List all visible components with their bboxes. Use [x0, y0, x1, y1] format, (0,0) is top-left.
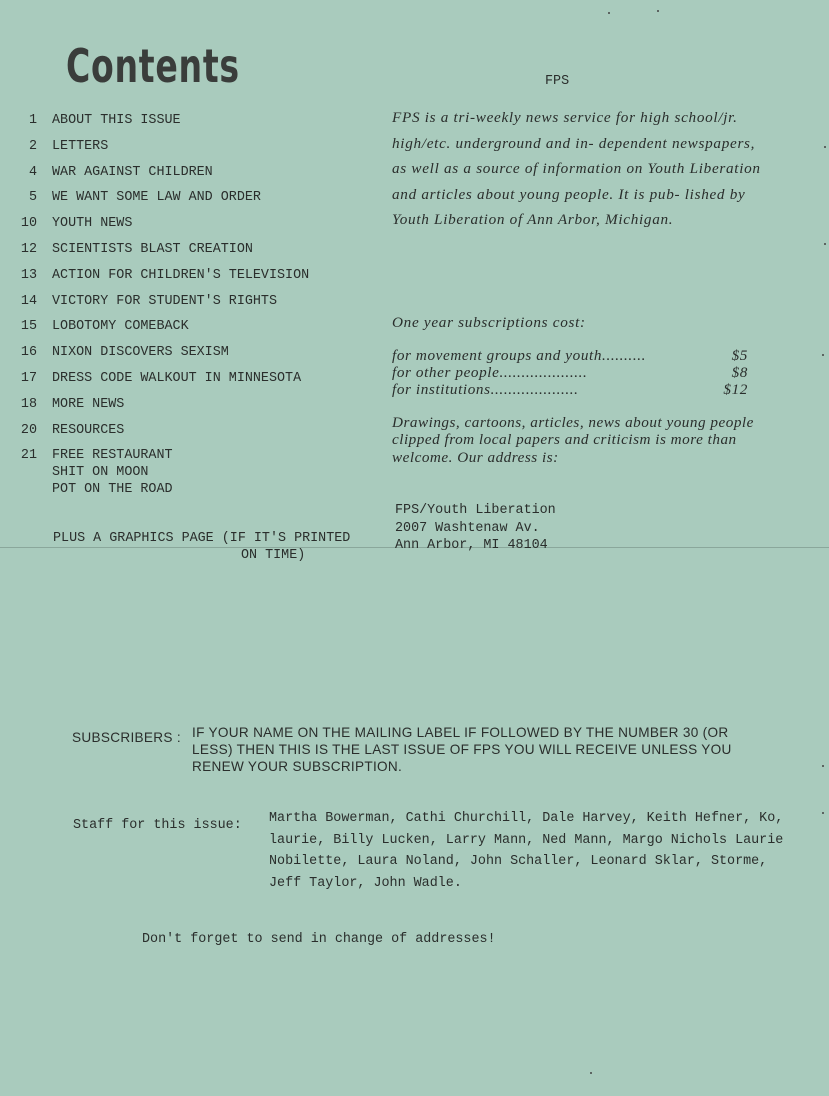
- price-list: [392, 347, 748, 398]
- price-leader: ....................: [490, 381, 579, 398]
- toc-title: SCIENTISTS BLAST CREATION: [52, 241, 253, 257]
- address-line: FPS/Youth Liberation: [395, 503, 556, 518]
- price-label: for other people: [392, 364, 500, 381]
- toc-item: [12, 160, 382, 186]
- toc-title: YOUTH NEWS: [52, 216, 133, 232]
- toc-item: [12, 366, 382, 392]
- toc-page-number: 21: [20, 448, 37, 464]
- speck: [608, 12, 610, 14]
- toc-item: [12, 108, 382, 134]
- price-row: [392, 347, 748, 364]
- submissions-note: Drawings, cartoons, articles, news about young people clipped from local papers and criticism is more than welcome. Our address is:: [392, 414, 754, 466]
- address-change-reminder: Don't forget to send in change of addresses!: [142, 932, 496, 947]
- mailing-address: [395, 502, 556, 555]
- speck: [822, 354, 824, 356]
- toc-page-number: 17: [20, 370, 37, 386]
- staff-names: Martha Bowerman, Cathi Churchill, Dale Harvey, Keith Hefner, Ko, laurie, Billy Lucken, Larry Mann, Ned Mann, Margo Nichols Laurie Nobilette, Laura Noland, John Schaller, Leonard Sklar, Storme, Jeff Taylor, John Wadle.: [269, 811, 784, 891]
- address-line: 2007 Washtenaw Av.: [395, 520, 540, 536]
- toc-title: DRESS CODE WALKOUT IN MINNESOTA: [52, 370, 302, 386]
- toc-page-number: 4: [28, 164, 37, 180]
- toc-title: LOBOTOMY COMEBACK: [52, 319, 189, 335]
- speck: [657, 10, 659, 12]
- graphics-note-line-2: ON TIME): [241, 548, 306, 563]
- subscribers-text: IF YOUR NAME ON THE MAILING LABEL IF FOLLOWED BY THE NUMBER 30 (OR LESS) THEN THIS IS THE LAST ISSUE OF FPS YOU WILL RECEIVE UNLESS YOU RENEW YOUR SUBSCRIPTION.: [192, 725, 732, 774]
- price-row: [392, 364, 748, 381]
- toc-title: WE WANT SOME LAW AND ORDER: [52, 190, 261, 206]
- toc-page-number: 5: [28, 190, 37, 206]
- toc-page-number: 16: [20, 345, 37, 361]
- toc-item: [12, 392, 382, 418]
- toc-page-number: 10: [20, 216, 37, 232]
- graphics-page-note: [53, 530, 383, 564]
- toc-item: [12, 314, 382, 340]
- price-leader: ....................: [499, 364, 588, 381]
- toc-title: VICTORY FOR STUDENT'S RIGHTS: [52, 293, 277, 309]
- toc-item: [12, 340, 382, 366]
- price-label: for institutions: [392, 381, 491, 398]
- toc-item: [12, 443, 382, 499]
- address-line: Ann Arbor, MI 48104: [395, 538, 548, 554]
- staff-label: Staff for this issue:: [73, 818, 242, 833]
- toc-item: [12, 237, 382, 263]
- toc-page-number: 12: [20, 241, 37, 257]
- price-row: [392, 381, 748, 398]
- toc-page-number: 1: [28, 113, 37, 128]
- price-amount: $5: [731, 347, 748, 364]
- speck: [822, 765, 824, 767]
- speck: [590, 1072, 592, 1074]
- toc-item: [12, 134, 382, 160]
- toc-page-number: 13: [20, 267, 37, 283]
- price-leader: ..........: [602, 347, 647, 364]
- toc-page-number: 14: [20, 293, 37, 309]
- fps-heading: FPS: [545, 74, 570, 89]
- table-of-contents: [12, 108, 382, 499]
- contents-title: Contents: [66, 39, 240, 93]
- toc-item: [12, 211, 382, 237]
- graphics-note-line-1: PLUS A GRAPHICS PAGE (IF IT'S PRINTED: [53, 531, 351, 546]
- toc-title: NIXON DISCOVERS SEXISM: [52, 345, 229, 361]
- toc-title: FREE RESTAURANT SHIT ON MOON POT ON THE ROAD: [52, 448, 173, 498]
- toc-page-number: 18: [20, 396, 37, 412]
- toc-item: [12, 289, 382, 315]
- speck: [822, 812, 824, 814]
- price-amount: $8: [731, 364, 748, 381]
- subscribers-label: SUBSCRIBERS :: [72, 730, 181, 745]
- speck: [824, 243, 826, 245]
- toc-title: MORE NEWS: [52, 396, 125, 412]
- toc-item: [12, 418, 382, 444]
- speck: [824, 146, 826, 148]
- toc-title: ABOUT THIS ISSUE: [52, 113, 181, 128]
- price-amount: $12: [723, 381, 748, 398]
- toc-item: [12, 263, 382, 289]
- fps-description: FPS is a tri-weekly news service for high school/jr. high/etc. underground and in- dependent newspapers, as well as a source of information on Youth Liberation and articles about young people. It is pub- lished by Youth Liberation of Ann Arbor, Michigan.: [392, 109, 761, 229]
- toc-item: [12, 185, 382, 211]
- toc-title: ACTION FOR CHILDREN'S TELEVISION: [52, 267, 310, 283]
- toc-page-number: 15: [20, 319, 37, 335]
- toc-page-number: 2: [28, 138, 37, 154]
- toc-page-number: 20: [20, 422, 37, 438]
- toc-title: RESOURCES: [52, 422, 125, 438]
- toc-title: WAR AGAINST CHILDREN: [52, 164, 213, 180]
- subscriptions-heading: One year subscriptions cost:: [392, 314, 586, 331]
- toc-title: LETTERS: [52, 138, 109, 154]
- price-label: for movement groups and youth: [392, 347, 603, 364]
